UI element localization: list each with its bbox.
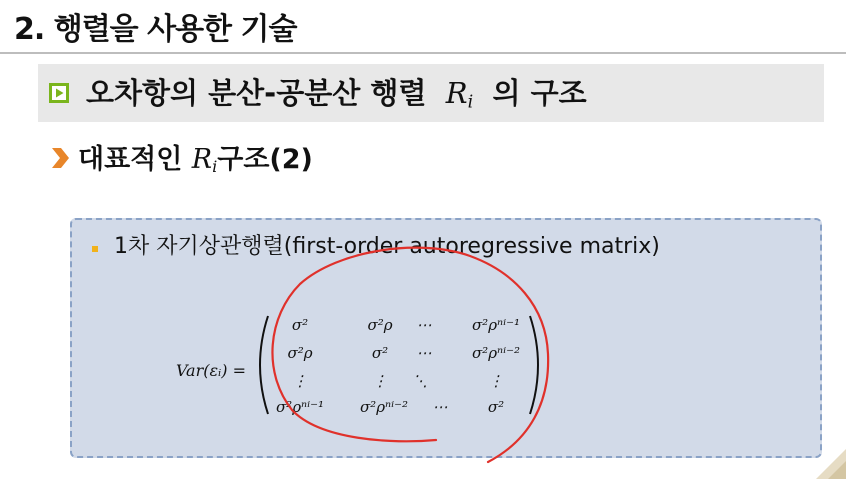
sub-heading-text: 대표적인 bbox=[78, 144, 183, 175]
matrix-cell: σ² bbox=[487, 398, 505, 416]
matrix-cell: σ²ρ bbox=[287, 344, 313, 362]
formula-lhs: Var(εᵢ) = bbox=[175, 361, 246, 380]
matrix-right-bracket bbox=[530, 316, 538, 414]
matrix-cell: σ²ρⁿⁱ⁻² bbox=[471, 344, 521, 362]
matrix-cell: σ²ρⁿⁱ⁻² bbox=[359, 398, 409, 416]
section-title-suffix: 의 구조 bbox=[492, 76, 587, 110]
matrix-cell: ⋱ bbox=[412, 372, 428, 390]
sub-heading-var-r: $R_i$ bbox=[191, 144, 218, 177]
matrix-cell: ⋯ bbox=[416, 316, 432, 334]
matrix-cell: ⋮ bbox=[488, 372, 504, 390]
matrix-cell: σ² bbox=[291, 316, 309, 334]
matrix-cell: σ² bbox=[371, 344, 389, 362]
matrix-cell: ⋮ bbox=[372, 372, 388, 390]
matrix-left-bracket bbox=[260, 316, 268, 414]
matrix-cell: σ²ρ bbox=[367, 316, 393, 334]
section-title-text: 오차항의 분산-공분산 행렬 bbox=[86, 76, 427, 110]
sub-heading-suffix: 구조(2) bbox=[217, 144, 313, 175]
matrix-cell: ⋯ bbox=[432, 398, 448, 416]
matrix-cell: σ²ρⁿⁱ⁻¹ bbox=[471, 316, 521, 334]
matrix-cell: ⋯ bbox=[416, 344, 432, 362]
matrix-cell: ⋮ bbox=[292, 372, 308, 390]
bullet-text: 1차 자기상관행렬(first-order autoregressive matrix) bbox=[114, 234, 660, 259]
matrix-cell: σ²ρⁿⁱ⁻¹ bbox=[275, 398, 325, 416]
page-title: 2. 행렬을 사용한 기술 bbox=[14, 12, 297, 47]
corner-decoration bbox=[806, 439, 846, 479]
section-var-r: $R_i$ bbox=[445, 76, 474, 113]
